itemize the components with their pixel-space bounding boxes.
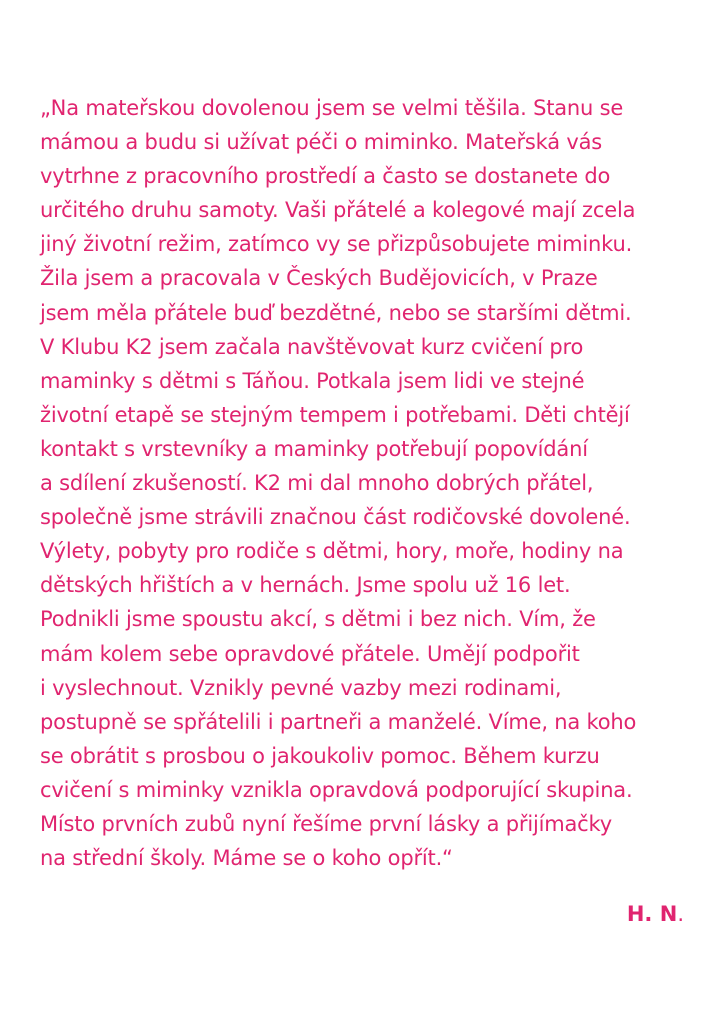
quote-line-5: jiný životní režim, zatímco vy se přizpůsobujete miminku. bbox=[40, 232, 633, 257]
quote-line-12: a sdílení zkušeností. K2 mi dal mnoho dobrých přátel, bbox=[40, 471, 594, 496]
quote-line-21: cvičení s miminky vznikla opravdová podporující skupina. bbox=[40, 777, 633, 802]
quote-line-20: se obrátit s prosbou o jakoukoliv pomoc. Během kurzu bbox=[40, 743, 600, 768]
quote-line-18: i vyslechnout. Vznikly pevné vazby mezi rodinami, bbox=[40, 675, 562, 700]
author-signature bbox=[627, 897, 684, 931]
quote-line-4: určitého druhu samoty. Vaši přátelé a kolegové mají zcela bbox=[40, 198, 636, 223]
quote-line-13: společně jsme strávili značnou část rodičovské dovolené. bbox=[40, 505, 631, 530]
quote-line-11: kontakt s vrstevníky a maminky potřebují popovídání bbox=[40, 436, 588, 461]
quote-line-10: životní etapě se stejným tempem i potřebami. Děti chtějí bbox=[40, 402, 630, 427]
quote-line-2: mámou a budu si užívat péči o miminko. Mateřská vás bbox=[40, 130, 602, 155]
author-initials-dot: . bbox=[677, 902, 684, 926]
quote-line-15: dětských hřištích a v hernách. Jsme spolu už 16 let. bbox=[40, 573, 571, 598]
testimonial-quote bbox=[40, 91, 700, 875]
quote-line-16: Podnikli jsme spoustu akcí, s dětmi i bez nich. Vím, že bbox=[40, 607, 596, 632]
quote-line-3: vytrhne z pracovního prostředí a často se dostanete do bbox=[40, 164, 611, 189]
quote-line-14: Výlety, pobyty pro rodiče s dětmi, hory, moře, hodiny na bbox=[40, 539, 624, 564]
quote-line-1: „Na mateřskou dovolenou jsem se velmi těšila. Stanu se bbox=[40, 96, 624, 120]
quote-line-8: V Klubu K2 jsem začala navštěvovat kurz cvičení pro bbox=[40, 334, 584, 359]
quote-line-9: maminky s dětmi s Táňou. Potkala jsem lidi ve stejné bbox=[40, 368, 585, 393]
quote-line-19: postupně se spřátelili i partneři a manželé. Víme, na koho bbox=[40, 709, 637, 734]
quote-line-6: Žila jsem a pracovala v Českých Budějovicích, v Praze bbox=[40, 266, 598, 291]
quote-line-7: jsem měla přátele buď bezdětné, nebo se staršími dětmi. bbox=[40, 300, 632, 325]
quote-line-23: na střední školy. Máme se o koho opřít.“ bbox=[40, 846, 453, 871]
quote-line-22: Místo prvních zubů nyní řešíme první lásky a přijímačky bbox=[40, 811, 612, 836]
quote-line-17: mám kolem sebe opravdové přátele. Umějí podpořit bbox=[40, 641, 580, 666]
author-initials: H. N bbox=[626, 902, 678, 926]
